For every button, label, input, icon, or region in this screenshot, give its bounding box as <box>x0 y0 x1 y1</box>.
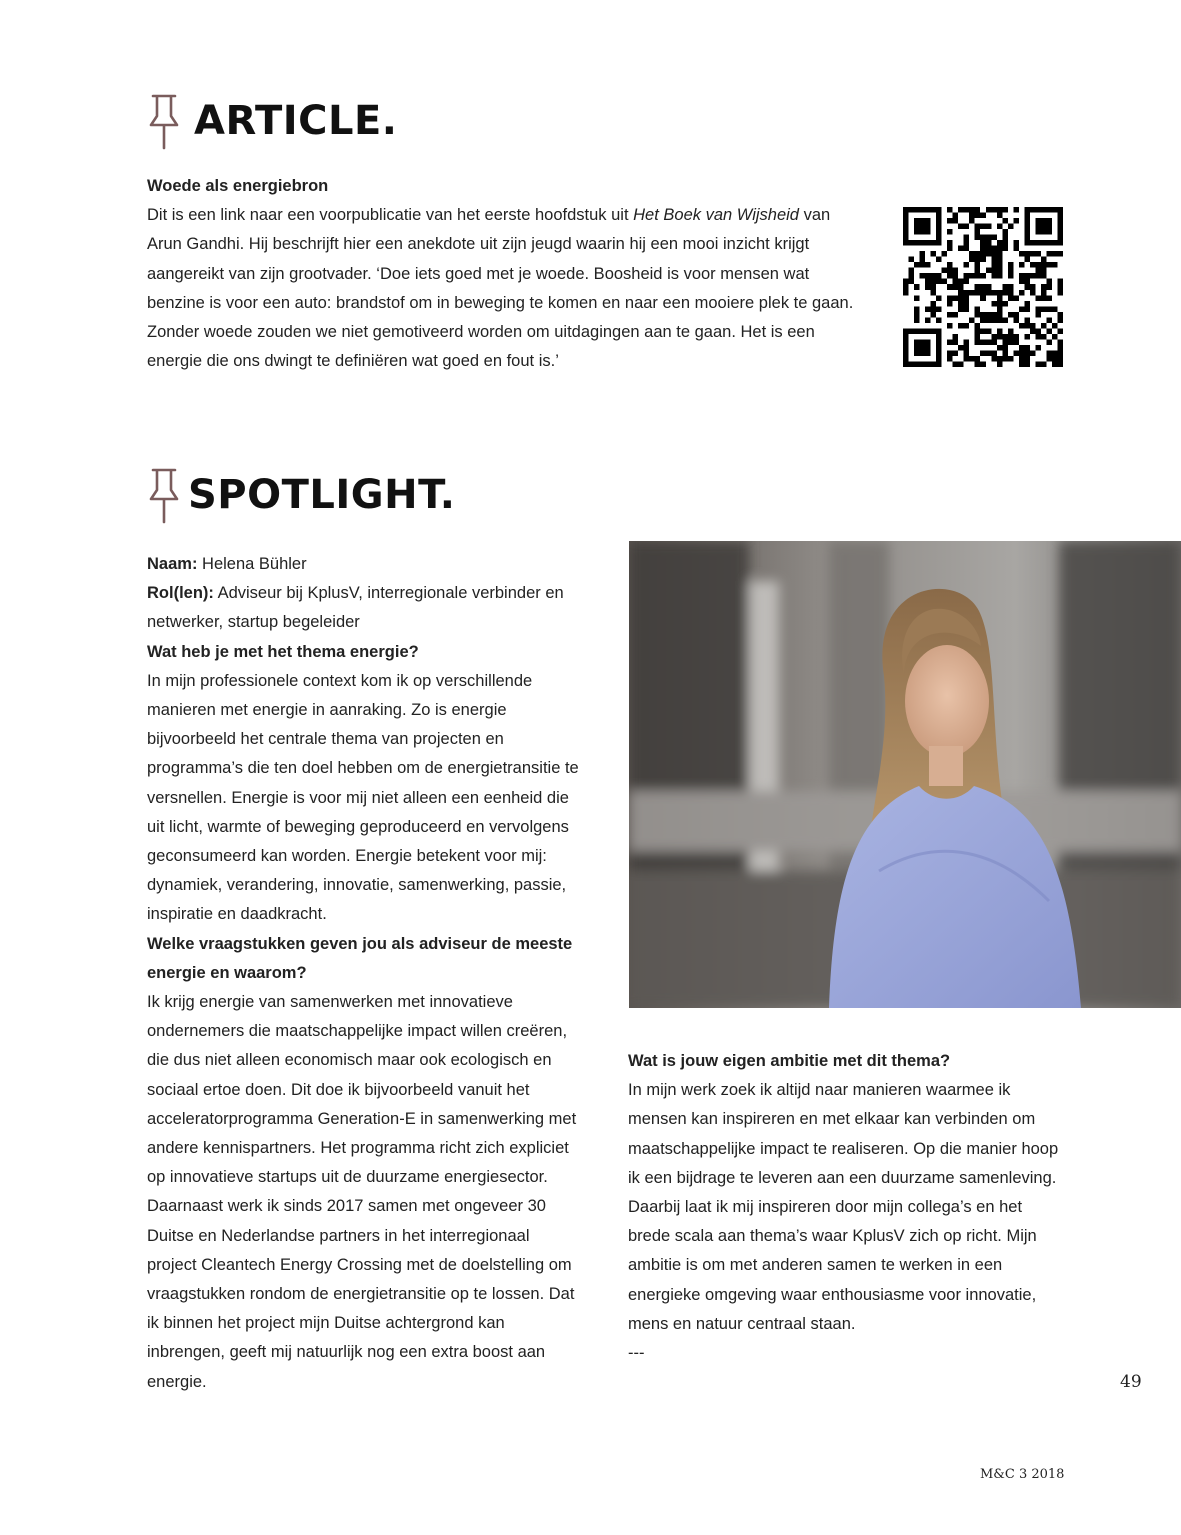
name-line: Naam: Helena Bühler <box>147 555 307 573</box>
spotlight-heading <box>146 466 456 524</box>
question-3: Wat is jouw eigen ambitie met dit thema? <box>628 1052 951 1070</box>
role-line: Rol(len): Adviseur bij KplusV, interregionale verbinder en netwerker, startup begeleider <box>147 584 564 632</box>
footer-issue: M&C 3 2018 <box>980 1467 1065 1482</box>
spotlight-left-column <box>147 550 579 1397</box>
question-1: Wat heb je met het thema energie? <box>147 642 419 661</box>
article-heading <box>146 92 398 150</box>
qr-code[interactable] <box>903 207 1063 367</box>
book-title: Het Boek van Wijsheid <box>633 206 799 225</box>
spotlight-right-column <box>628 1047 1068 1368</box>
answer-1: In mijn professionele context kom ik op verschillende manieren met energie in aanraking. Zo is energie bijvoorbeeld het centrale thema van projecten en programma’s die ten doel hebben om de energietransitie te versnellen. Energie is voor mij niet alleen een eenheid die uit licht, warmte of beweging geproduceerd en vervolgens geconsumeerd kan worden. Energie betekent voor mij: dynamiek, verandering, innovatie, samenwerking, passie, inspiratie en daadkracht. <box>147 671 579 924</box>
article-body: Dit is een link naar een voorpublicatie van het eerste hoofdstuk uit Het Boek van Wijsheid van Arun Gandhi. Hij beschrijft hier een anekdote uit zijn jeugd waarin hij een mooi inzicht krijgt aangereikt van zijn grootvader. ‘Doe iets goed met je woede. Boosheid is voor mensen wat benzine is voor een auto: brandstof om in beweging te komen en naar een mooiere plek te gaan. Zonder woede zouden we niet gemotiveerd worden om uitdagingen aan te gaan. Het is een energie die ons dwingt te definiëren wat goed en fout is.’ <box>147 206 854 371</box>
spotlight-title: SPOTLIGHT. <box>188 472 456 518</box>
answer-3: In mijn werk zoek ik altijd naar manieren waarmee ik mensen kan inspireren en met elkaar kan verbinden om maatschappelijke impact te realiseren. Op die manier hoop ik een bijdrage te leveren aan een duurzame samenleving. Daarbij laat ik mij inspireren door mijn collega’s en het brede scala aan thema’s waar KplusV zich op richt. Mijn ambitie is om met anderen samen te werken in een energieke omgeving waar enthousiasme voor innovatie, mens en natuur centraal staan. <box>628 1081 1059 1333</box>
article-text <box>147 172 867 376</box>
article-title: ARTICLE. <box>194 98 398 144</box>
end-mark: --- <box>628 1344 645 1363</box>
page-number: 49 <box>1120 1372 1142 1392</box>
pushpin-icon <box>146 92 182 150</box>
question-2: Welke vraagstukken geven jou als adviseur de meeste energie en waarom? <box>147 934 573 982</box>
answer-2: Ik krijg energie van samenwerken met innovatieve ondernemers die maatschappelijke impact willen creëren, die dus niet alleen economisch maar ook ecologisch en sociaal ertoe doen. Dit doe ik bijvoorbeeld vanuit het acceleratorprogramma Generation-E in samenwerking met andere kennispartners. Het programma richt zich expliciet op innovatieve startups uit de duurzame energiesector. Daarnaast werk ik sinds 2017 samen met ongeveer 30 Duitse en Nederlandse partners in het interregionaal project Cleantech Energy Crossing met de doelstelling om vraagstukken rondom de energietransitie op te lossen. Dat ik binnen het project mijn Duitse achtergrond kan inbrengen, geeft mij natuurlijk nog een extra boost aan energie. <box>147 993 577 1391</box>
article-subtitle: Woede als energiebron <box>147 177 329 195</box>
portrait-photo <box>629 541 1181 1008</box>
pushpin-icon <box>146 466 182 524</box>
